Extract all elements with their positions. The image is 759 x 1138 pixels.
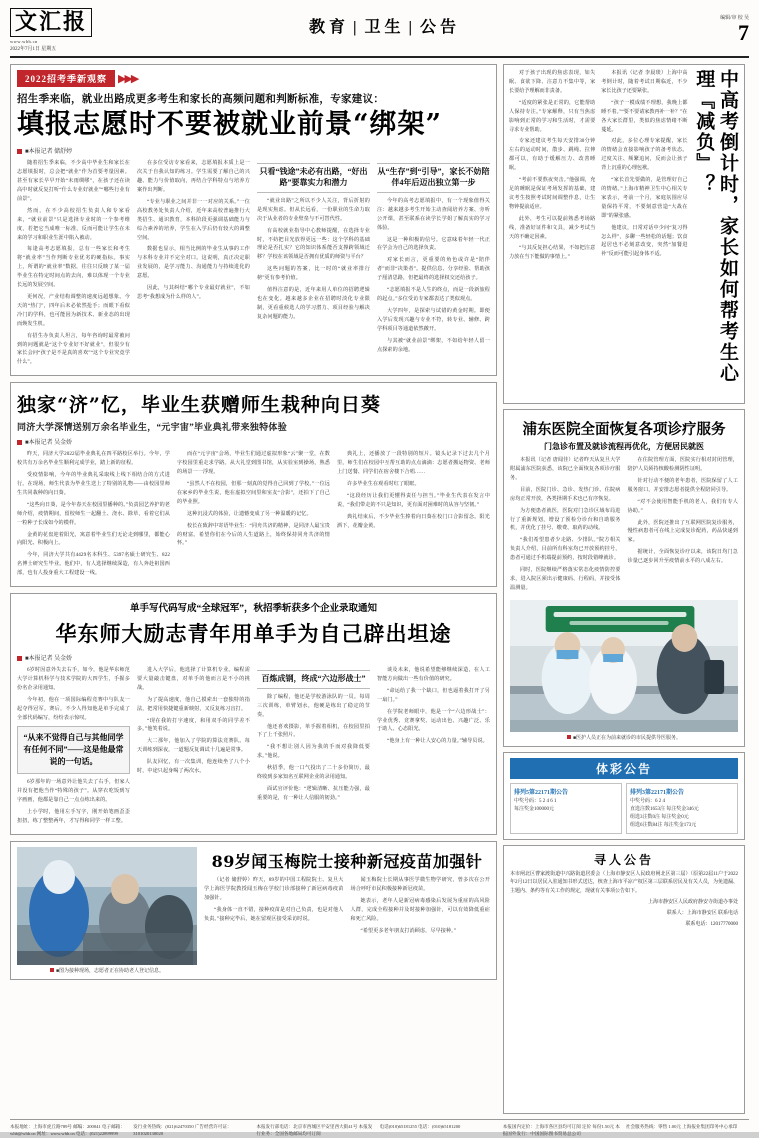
story3-pullquote-2: 百炼成钢，终成“六边形战士” bbox=[257, 670, 370, 689]
story2-column-1 bbox=[17, 450, 170, 581]
story4-column-2 bbox=[351, 876, 491, 938]
series-ribbon bbox=[17, 70, 490, 87]
paragraph: 金黄的花盘迎着阳光，寓意着毕业生们无论走到哪里，都能心向阳光、积极向上。 bbox=[17, 531, 170, 547]
masthead-logo-block bbox=[10, 8, 130, 52]
paragraph: 此外，医院还推出了互联网医院复诊服务，慢性病患者可在线上完成复诊配药，药品快递到家。 bbox=[627, 519, 738, 544]
paragraph: 典礼结束后，不少毕业生捧着向日葵在校门口合影留念。阳光洒下，花瓣金黄。 bbox=[337, 513, 490, 529]
page-number: 7 bbox=[738, 20, 749, 45]
paragraph: 大二那年，他加入了学院的算法竞赛队。每天训练到深夜，一道题反复调试十几遍是常事。 bbox=[137, 738, 250, 754]
paragraph: 上小学时，他用左手写字，刚开始笔画歪歪扭扭，练了整整两年，才写得和同学一样工整。 bbox=[17, 809, 130, 825]
masthead bbox=[10, 8, 749, 58]
paragraph: “这段经历让我们更懂得责任与担当。”毕业生代表在发言中说，“我们带走的不只是知识，更有面对困难时的从容与坚韧。” bbox=[337, 492, 490, 508]
paragraph: 进入大学后，他选择了计算机专业。编程需要大量敲击键盘，对单手的他而言是不小的挑战。 bbox=[137, 667, 250, 691]
paragraph: “适度的紧张是正常的，它能帮助人保持专注。”专家解释，只有当焦虑影响到正常的学习和生活时，才需要寻求专业帮助。 bbox=[509, 99, 596, 133]
hospital-photo bbox=[510, 600, 738, 732]
right-story2-column-1 bbox=[510, 456, 621, 596]
story3-pullquote-1: “从来不觉得自己与其他同学有任何不同”——这是他最常说的一句话。 bbox=[17, 726, 130, 774]
lottery-right-line-1: 中奖号码：6 2 4 bbox=[630, 798, 666, 804]
story1-column-3 bbox=[257, 159, 370, 370]
story3-column-3 bbox=[257, 666, 370, 829]
paragraph: 在学院老师眼中，他是一个“六边形战士”：学业优秀、竞赛拿奖、运动出色、兴趣广泛、乐于助人、心态阳光。 bbox=[377, 708, 490, 733]
story2-byline bbox=[17, 437, 490, 446]
story1-headline: 填报志愿时不要被就业前景“绑架” bbox=[17, 109, 443, 141]
category-notice: 公告 bbox=[420, 19, 461, 36]
paragraph: 6岁时因意外失去右手，如今，他是华东师范大学计算机科学与技术学院的大四学生，手握多份名企录用通知。 bbox=[17, 667, 130, 691]
category-education: 教育 bbox=[308, 19, 349, 36]
paragraph: 闻玉梅院士长期从事医学微生物学研究，曾多次在公开场合呼吁市民积极接种新冠疫苗。 bbox=[350, 877, 490, 892]
story3-byline bbox=[17, 653, 490, 662]
story1-subhead-2: 从“生存”到“引导”，家长不妨陪伴4年后迈出独立第一步 bbox=[377, 163, 490, 193]
right-top-headline: 中高考倒计时，家长如何帮考生心理『减负』？ bbox=[693, 69, 739, 385]
lottery-right-line-4: 组选6注数84注 每注奖金173元 bbox=[630, 822, 697, 828]
section-categories: 教育 | 卫生 | 公告 bbox=[130, 8, 639, 37]
paragraph: 值得注意的是，近年来用人单位的招聘逻辑也在变化。越来越多企业在招聘时淡化专业限制，更看重候选人的学习潜力、项目经验与解决复杂问题的能力。 bbox=[257, 287, 370, 320]
footer-col-1: 本报地址：上海市虎丘路789号 邮编：200041 电子邮箱：whb@whb.cn 网址：www.whb.cn 电话：(021)22899999 bbox=[10, 1124, 125, 1137]
paragraph: 有招生办负责人坦言，每年咨询时最常被问到的问题就是“这个专业好不好就业”，但很少有家长会问“孩子是不是真的喜欢”“这个专业究竟学什么”。 bbox=[17, 332, 130, 366]
story4-column-1 bbox=[204, 876, 344, 938]
right-top-column-2 bbox=[509, 69, 595, 399]
paragraph: “虽然人不在校园，但那一刻真的觉得自己回到了学校。”一位远在家乡的毕业生说，他在虚拟空间里和室友“合影”，还拍下了自己的毕业照。 bbox=[177, 480, 330, 505]
story2-column-2 bbox=[177, 450, 330, 581]
story-hospital-services bbox=[503, 409, 745, 747]
lottery-pailie5 bbox=[510, 783, 622, 834]
lottery-right-line-2: 直选注数1653注 每注奖金346元 bbox=[630, 806, 699, 812]
public-notice bbox=[503, 845, 745, 1114]
paragraph: 而在“元宇宙”会场，毕业生们通过虚拟形象“云”聚一堂，在数字校园里重走求学路。从大礼堂到图书馆，从实验室到操场，熟悉的场景一一浮现。 bbox=[177, 451, 330, 476]
paragraph: “希望更多老年朋友打消顾虑，尽早接种。” bbox=[360, 927, 457, 934]
story3-column-4 bbox=[377, 666, 490, 829]
story-sunflower-graduation bbox=[10, 382, 497, 587]
paragraph: “命运给了我一个缺口，但也逼着我打开了另一扇门。” bbox=[377, 687, 490, 703]
right-story2-deck: 门急诊布置及就诊流程再优化，方便居民就医 bbox=[544, 442, 704, 452]
paragraph: 然而，在不少高校招生负责人和专家看来，“就业前景”只是选择专业时的一个参考维度，若把它当成唯一标准，反而可能让学生在未来的学习和职业生涯中陷入被动。 bbox=[17, 207, 130, 241]
hospital-photo-image bbox=[510, 600, 738, 732]
paragraph: 针对行动不便的老年患者，医院保留了人工服务窗口，并安排志愿者提供全程陪同引导。 bbox=[627, 477, 738, 493]
paragraph: “就业出路”之所以不少人关注，背后折射的是现实焦虑。但从长远看，一份职业的生命力取决于从业者的专业壁垒与不可替代性。 bbox=[257, 197, 370, 222]
paragraph: 此外，考生可以提前熟悉考场路线，准备好证件和文具，减少考试当天的不确定因素。 bbox=[509, 215, 596, 240]
publication-website: www.whb.cn bbox=[10, 39, 38, 45]
story1-byline-text: ■本报记者 储舒婷 bbox=[25, 149, 73, 156]
footer-col-2: 发行业务热线：(021)62470350 广告经营许可证：3101020130020 bbox=[133, 1124, 232, 1137]
story4-text-block bbox=[204, 847, 490, 974]
paragraph: 他还喜欢摄影，单手握着相机，在校园里拍下了上千张照片。 bbox=[257, 723, 370, 739]
story-vaccine-booster bbox=[10, 841, 497, 980]
notice-title: 寻人公告 bbox=[593, 852, 654, 867]
paragraph: 与其被“就业前景”绑架，不如给年轻人留一点探索的余地。 bbox=[377, 337, 490, 353]
paragraph: “对不会使用智能手机的老人，我们有专人协助。” bbox=[627, 498, 738, 514]
paragraph: 对此，多位心理专家提醒，家长的情绪会直接影响孩子的备考状态。过度关注、频繁追问，反而会让孩子背上沉重的心理包袱。 bbox=[601, 138, 688, 172]
paragraph: “我不想让别人因为我的手而对我降低要求。”他说。 bbox=[257, 744, 370, 760]
paragraph: 这些问题的答案，比一时的“就业率排行榜”更有参考价值。 bbox=[257, 266, 370, 282]
paragraph: “我们希望患者少走路、少排队。”院方相关负责人介绍，目前所有科室均已开放预约挂号，患者可通过手机端提前预约，按时段错峰就诊。 bbox=[510, 537, 621, 562]
story-exam-stress bbox=[503, 64, 745, 404]
masthead-right bbox=[639, 8, 749, 44]
story-one-handed-student bbox=[10, 593, 497, 835]
publication-date: 2022年7月1日 星期五 bbox=[10, 47, 57, 53]
paragraph: “他身上有一种让人安心的力量。”辅导员说。 bbox=[387, 738, 488, 745]
notice-signature-2: 联系人：上海市静安区 联系电话 bbox=[666, 911, 738, 917]
paragraph: 目前，医院门诊、急诊、发热门诊、住院病房均正常开放，各类择期手术也已有序恢复。 bbox=[510, 486, 621, 502]
paragraph: 除了编程，他还是学校游泳队的一员。每周三次训练，单臂划水，他硬是练出了稳定的节奏。 bbox=[257, 693, 370, 718]
lottery-right-header: 排列3第22171期公告 bbox=[630, 789, 685, 796]
paragraph: 因此，与其纠结“哪个专业最好就业”，不如思考“我想成为什么样的人”。 bbox=[137, 285, 250, 301]
right-story2-column-2 bbox=[628, 456, 739, 596]
paragraph: 同时，医院继续严格落实常态化疫情防控要求，进入院区须出示健康码、行程码，并接受体温测量。 bbox=[510, 567, 621, 591]
story3-headline: 华东师大励志青年用单手为自己辟出坦途 bbox=[55, 621, 452, 647]
paragraph: 在多位受访专家看来，志愿填报本质上是一次关于自我认知的练习。学生需要了解自己的兴趣、能力与价值取向，再结合学科特点与培养方案作出判断。 bbox=[137, 160, 250, 194]
vaccine-photo-block bbox=[17, 847, 197, 974]
vaccine-photo-caption: ■图为接种现场，志愿者正在协助老人登记信息。 bbox=[17, 967, 197, 974]
paragraph: “考前不要熬夜突击。”他强调，充足的睡眠是保证考场发挥的基础，建议考生按照考试时间调整作息，让生物钟提前适应。 bbox=[509, 177, 596, 210]
notice-signature-1: 上海市静安区人民政府静安寺街道办事处 bbox=[647, 900, 738, 906]
story3-column-1 bbox=[17, 666, 130, 829]
paragraph: 对于孩子出现的焦虑表现，如失眠、食欲下降、注意力不集中等，家长要给予理解而非责备。 bbox=[509, 70, 596, 94]
paragraph: “我身体一直不错，接种疫苗是对自己负责，也是对他人负责。”接种完毕后，她在留观区接受采访时说。 bbox=[204, 906, 344, 922]
paragraph: 今年的高考志愿填报中，有一个现象值得关注：越来越多考生开始主动查阅培养方案、旁听公开课，甚至联系在读学长学姐了解真实的学习体验。 bbox=[377, 197, 490, 231]
footer-col-6: 社会服务热线：零售 1.00元 上海报业集团印务中心承印 bbox=[625, 1124, 738, 1130]
story1-column-1 bbox=[17, 159, 130, 370]
paragraph: 随着招生季来临，不少高中毕业生和家长在志愿填报时，总会把“就业”作为首要考量因素。甚至有家长早早开始“未雨绸缪”，在孩子还在读高中时就反复打听“什么专业好就业”“哪些行业有前景”。 bbox=[17, 160, 130, 202]
lottery-left-line-1: 中奖号码：5 2 4 6 1 bbox=[514, 798, 557, 804]
editor-credit: 编辑/审 校 吴 bbox=[720, 16, 749, 21]
paragraph: 面试官评价他：“逻辑清晰、抗压能力强，最重要的是，有一种让人信服的韧劲。” bbox=[257, 786, 370, 801]
paragraph: 谈及未来，他说希望能够继续深造，在人工智能方向做出一些有价值的研究。 bbox=[377, 667, 490, 682]
story-college-application bbox=[10, 64, 497, 376]
paragraph: 对家长而言，更重要的角色或许是“陪伴者”而非“决策者”。提供信息、分享经验、帮助孩子厘清思路，但把最终的选择权交还给孩子。 bbox=[377, 257, 490, 282]
paragraph: 今年初，他在一项国际编程竞赛中与队友一起夺得冠军。赛后，不少人得知他是单手完成了全部代码编写，纷纷表示惊叹。 bbox=[17, 696, 130, 721]
category-health: 卫生 bbox=[364, 19, 405, 36]
lottery-left-header: 排列5第22171期公告 bbox=[514, 789, 569, 796]
ribbon-arrow-icon: ▶▶▶ bbox=[118, 73, 138, 86]
lottery-pailie3 bbox=[626, 783, 738, 834]
paragraph: “与其反复担心结果，不如把注意力放在当下能做的事情上。” bbox=[509, 245, 596, 261]
paragraph: （记者 储舒婷）昨天，89岁的中国工程院院士、复旦大学上海医学院教授闻玉梅在学校门诊部接种了新冠病毒疫苗加强针。 bbox=[204, 877, 344, 901]
story1-column-4 bbox=[377, 159, 490, 370]
story4-headline: 89岁闻玉梅院士接种新冠疫苗加强针 bbox=[211, 852, 483, 872]
paragraph: “孩子一模成绩不理想，我晚上都睡不着。”“要不要请家教再补一补？”在各大家长群里，类似的焦虑情绪不断蔓延。 bbox=[601, 99, 688, 133]
paragraph: 她表示，老年人是新冠病毒感染后发展为重症的高风险人群，完成全程接种并及时接种加强针，可以有效降低重症和死亡风险。 bbox=[350, 897, 490, 922]
paragraph: 今年，同济大学共有4429名本科生、5397名硕士研究生、822名博士研究生毕业。他们中，有人选择继续深造，有人奔赴祖国西部，也有人投身重大工程建设一线。 bbox=[17, 552, 170, 577]
paragraph: 队友回忆，有一次集训，他连续坐了八个小时，中途只起身喝了两次水。 bbox=[137, 759, 250, 775]
footer-col-5: 本报国内定价：上海市各区县均可订阅 定价 每份1.50元 本报国外发行：中国国际图书贸易总公司 bbox=[502, 1124, 620, 1137]
paragraph: “专业与职业之间并非一一对应的关系。”一位高校教务处负责人介绍，近年来高校普遍推行大类招生、通识教育，本科阶段更强调基础能力与综合素养的培养，学生在入学后仍有较大的调整空间。 bbox=[137, 198, 250, 241]
notice-body: 本市闸北区曹家渡街道中兴路街道居委会（上海市静安区人民政府闸北区第三届）（原第22届11户于2022年2月12日以居民入驻通知书形式送达，核查上海市平凉产权区第三层联系居民及有关人员，为免遗漏、主题内、条约等有关工作的规定，现就有关事项公告如下。 bbox=[510, 871, 738, 894]
right-top-column-1 bbox=[601, 69, 687, 399]
paragraph: 每逢高考志愿填报，总有一些家长和考生将“就业率”当作判断专业优劣的硬指标。事实上，所谓的“就业率”数据，往往只反映了某一届毕业生在特定时间点的去向，难以体现一个专业长远的发展空间。 bbox=[17, 246, 130, 289]
vaccine-photo bbox=[17, 847, 197, 965]
story1-subhead-1: 只看“钱途”未必有出路，“好出路”要靠实力和潜力 bbox=[257, 163, 370, 193]
paragraph: 为了提高速度，他自己摸索出一套独特的指法，把常用快捷键重新映射，又反复练习盲打。 bbox=[137, 696, 250, 712]
paragraph: 据统计，全面恢复诊疗以来，该院日均门急诊量已逐步回升至疫情前水平的八成左右。 bbox=[627, 549, 738, 565]
notice-signature-3: 联系电话：12017770000 bbox=[685, 922, 738, 928]
right-story2-headline: 浦东医院全面恢复各项诊疗服务 bbox=[522, 421, 726, 439]
paragraph: 昨天，同济大学2022届毕业典礼在四平路校区举行。今年，学校共有万余名毕业生顺利完成学业，踏上新的征程。 bbox=[17, 451, 170, 467]
paragraph: “这些向日葵，是今年春天在校园里播种的。”负责园艺养护的老师介绍，疫情期间，留校师生一起翻土、浇水、除草，看着它们从一粒种子长成如今的模样。 bbox=[17, 501, 170, 526]
footer-col-3: 本报发行部电话：北京市西城区平安里西大街41号 本报发行业务：全国各地邮局均可订阅 bbox=[256, 1124, 373, 1137]
paragraph: 6岁那年的一场意外让他失去了右手，但家人并没有把他当作“特殊的孩子”。从穿衣吃饭到写字画画，他都是靠自己一点点练出来的。 bbox=[17, 779, 130, 804]
lottery-right-line-3: 组选3注数0注 每注奖金0元 bbox=[630, 814, 689, 820]
paragraph: “现在我的打字速度，和用双手的同学差不多。”他笑着说。 bbox=[137, 717, 250, 733]
paragraph: 更何况，产业结构调整的速度远超想象。今天的“热门”，四年后未必依然抢手；而眼下看似冷门的学科，也可能因为新技术、新业态的出现而焕发生机。 bbox=[17, 294, 130, 327]
paragraph: 受疫情影响，今年的毕业典礼采取线上线下相结合的方式进行。在现场，师生代表为毕业生送上了特别的礼物——由校园里师生共同栽种的向日葵。 bbox=[17, 472, 170, 496]
paragraph: “志愿填报不是人生的终点，而是一段新旅程的起点。”多位受访专家都表达了类似观点。 bbox=[377, 287, 490, 302]
right-top-byline: 本报讯（记者 李晨琰）上海中高考倒计时，随着考试日期临近，不少家长比孩子还要紧张。 bbox=[601, 70, 688, 94]
lottery-title: 体彩公告 bbox=[510, 758, 738, 779]
story3-kicker: 单手写代码写成“全球冠军”，秋招季斩获多个企业录取通知 bbox=[129, 604, 377, 615]
paragraph: 典礼上，还播放了一段特别的短片。镜头记录下过去几个月里，师生们在校园中互帮互助的点点滴滴：志愿者搬运物资、老师上门送餐、同学们在宿舍楼下合唱…… bbox=[337, 451, 490, 476]
paragraph: 这种沉浸式的体验，让遗憾变成了另一种温暖的记忆。 bbox=[187, 510, 312, 517]
story2-byline-text: ■本报记者 吴金娇 bbox=[25, 440, 73, 447]
story1-byline bbox=[17, 146, 490, 155]
hospital-photo-caption: ■医护人员正在为前来就诊的市民提供导医服务。 bbox=[510, 734, 738, 741]
paragraph: 秋招季，他一口气投出了二十多份简历，最终收到多家知名互联网企业的录用通知。 bbox=[257, 765, 370, 781]
story1-shoulder: 招生季来临，就业出路成更多考生和家长的高频问题和判断标准，专家建议： bbox=[17, 94, 385, 106]
story3-column-2 bbox=[137, 666, 250, 829]
paragraph: 他建议，日常对话中少问“复习得怎么样”，多聊一些轻松的话题；饮食起居也不必刻意改变，突然“加餐进补”反而可能引起身体不适。 bbox=[601, 224, 688, 258]
paragraph: 大学四年，是探索与试错的黄金时期。即便入学后发现兴趣与专业不符，转专业、辅修、跨学科项目等通道依然敞开。 bbox=[377, 307, 490, 332]
paragraph: 有高校就业指导中心教师提醒，在选择专业时，不妨把目光放得更远一些：这个学科的基础理论是否扎实？它的知识体系能否支撑跨领域迁移？学校在该领域是否拥有优质的师资与平台？ bbox=[257, 227, 370, 261]
story2-headline: 独家“济”忆，毕业生获赠师生栽种向日葵 bbox=[17, 394, 381, 417]
publication-logo: 文汇报 bbox=[10, 8, 92, 37]
paragraph: “家长首先要做的，是管理好自己的情绪。”上海市精神卫生中心相关专家表示，考前一个月，家庭氛围应尽量保持平常，不要刻意营造“大战在即”的紧张感。 bbox=[601, 177, 688, 219]
paragraph: 为方便患者就医，医院对门急诊区域布局进行了重新规划，增设了预检分诊台和自助服务机，并优化了挂号、缴费、取药的动线。 bbox=[510, 507, 621, 532]
paragraph: 许多毕业生在观看时红了眼眶。 bbox=[347, 480, 420, 487]
paragraph: 这是一种积极的信号。它意味着年轻一代正在学会为自己的选择负责。 bbox=[377, 236, 490, 252]
story2-column-3 bbox=[337, 450, 490, 581]
paragraph: 专家还建议考生每天安排30分钟左右的运动时间，散步、跳绳、拉伸都可以，有助于缓解压力、改善睡眠。 bbox=[509, 138, 596, 172]
lottery-left-line-2: 每注奖金100000元 bbox=[514, 806, 555, 812]
right-story2-byline: 本报讯（记者 唐闻佳）记者昨天从复旦大学附属浦东医院获悉，该院已全面恢复各项诊疗服务。 bbox=[510, 457, 621, 481]
vaccine-photo-image bbox=[17, 847, 197, 965]
paragraph: 数据也显示，相当比例的毕业生从事的工作与本科专业并不完全对口。这说明，真正决定职业发展的，是学习能力、沟通能力与持续进化的意愿。 bbox=[137, 246, 250, 280]
footer-col-4: 电话(010)65181255 电话：(010)65181200 bbox=[379, 1124, 461, 1130]
paragraph: 在住院管理方面，医院实行相对封闭管理，陪护人员须持核酸检测阴性证明。 bbox=[627, 457, 738, 472]
series-tag: 2022招考季新观察 bbox=[17, 70, 115, 87]
page-footer bbox=[10, 1119, 749, 1138]
paragraph: 校长在致辞中寄语毕业生：“同舟共济的精神，是同济人最宝贵的财富。希望你们在今后的人生道路上，始终保持同舟共济的情怀。” bbox=[177, 522, 330, 547]
story3-byline-text: ■本报记者 吴金娇 bbox=[25, 656, 73, 663]
story1-column-2 bbox=[137, 159, 250, 370]
lottery-notice bbox=[503, 752, 745, 840]
story2-deck: 同济大学深情送别万余名毕业生，“元宇宙”毕业典礼带来独特体验 bbox=[17, 422, 288, 433]
